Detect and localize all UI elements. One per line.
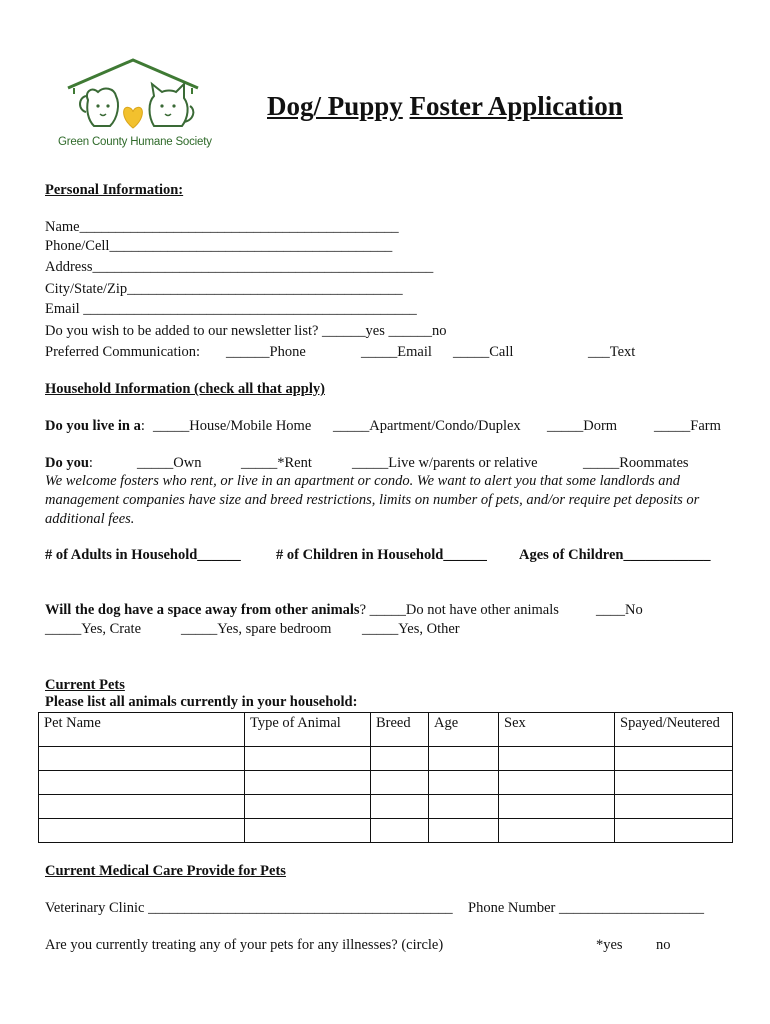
table-cell[interactable] [429,747,499,771]
own-option[interactable]: _____Own [137,455,202,471]
space-question [45,601,559,619]
table-row [39,771,733,795]
space-question-text: Will the dog have a space away from other animals [45,602,360,618]
table-row [39,795,733,819]
name-field[interactable]: Name____________________________________________ [45,219,399,235]
live-farm-option[interactable]: _____Farm [654,418,721,434]
live-dorm-option[interactable]: _____Dorm [547,418,618,434]
table-cell[interactable] [39,819,245,843]
live-in-label [45,417,145,435]
phone-field[interactable]: Phone/Cell_______________________________________ [45,238,393,254]
table-cell[interactable] [615,747,733,771]
table-header-cell: Sex [499,713,615,747]
pref-email-option[interactable]: _____Email [361,344,432,360]
logo [58,56,212,158]
personal-heading: Personal Information: [45,182,184,198]
rent-option[interactable]: _____*Rent [241,455,312,471]
page-title [267,90,623,124]
space-no-option[interactable]: ____No [596,602,643,618]
current-pets-subheading: Please list all animals currently in your household: [45,694,358,710]
table-cell[interactable] [499,819,615,843]
table-row [39,819,733,843]
space-bedroom-option[interactable]: _____Yes, spare bedroom [181,621,332,637]
treating-no-option[interactable]: no [656,937,671,953]
live-apartment-option[interactable]: _____Apartment/Condo/Duplex [333,418,521,434]
table-header-cell: Pet Name [39,713,245,747]
table-header-row [39,713,733,747]
live-in-colon: : [140,418,145,434]
table-row [39,747,733,771]
table-cell[interactable] [371,795,429,819]
table-cell[interactable] [39,747,245,771]
treating-question: Are you currently treating any of your pets for any illnesses? (circle) [45,937,444,953]
space-no-other-option[interactable]: ? _____Do not have other animals [359,602,559,618]
table-cell[interactable] [499,795,615,819]
roommates-option[interactable]: _____Roommates [583,455,689,471]
table-cell[interactable] [615,795,733,819]
newsletter-question[interactable]: Do you wish to be added to our newsletter list? ______yes ______no [45,323,447,339]
table-cell[interactable] [245,795,371,819]
table-header-cell: Age [429,713,499,747]
do-you-colon: : [88,455,93,471]
table-header-cell: Type of Animal [245,713,371,747]
table-cell[interactable] [615,819,733,843]
title-part2: Foster Application [409,91,623,121]
pref-text-option[interactable]: ___Text [588,344,636,360]
table-cell[interactable] [39,771,245,795]
renter-note: We welcome fosters who rent, or live in an apartment or condo. We want to alert you that some landlords and management companies have size and breed restrictions, limits on number of pets, and/or require pet deposits or additional fees. [45,473,700,527]
table-cell[interactable] [371,747,429,771]
treating-yes-option[interactable]: *yes [596,937,623,953]
table-cell[interactable] [429,771,499,795]
table-cell[interactable] [39,795,245,819]
table-cell[interactable] [245,747,371,771]
address-field[interactable]: Address_______________________________________________ [45,259,434,275]
table-cell[interactable] [245,819,371,843]
household-heading: Household Information (check all that apply) [45,381,325,397]
table-cell[interactable] [615,771,733,795]
vet-phone-field[interactable]: Phone Number ____________________ [468,900,705,916]
live-with-parents-option[interactable]: _____Live w/parents or relative [352,455,538,471]
pref-call-option[interactable]: _____Call [453,344,514,360]
table-cell[interactable] [371,771,429,795]
table-header-cell: Breed [371,713,429,747]
email-field[interactable]: Email ______________________________________________ [45,301,417,317]
adults-count-field[interactable]: # of Adults in Household______ [45,547,241,563]
humane-society-logo-icon [58,56,208,138]
title-part1: Dog/ Puppy [267,91,403,121]
table-cell[interactable] [429,795,499,819]
table-header-cell: Spayed/Neutered [615,713,733,747]
live-house-option[interactable]: _____House/Mobile Home [153,418,312,434]
veterinary-clinic-field[interactable]: Veterinary Clinic __________________________________________ [45,900,453,916]
city-state-zip-field[interactable]: City/State/Zip______________________________________ [45,281,403,297]
live-in-label-text: Do you live in a [45,418,141,434]
pref-phone-option[interactable]: ______Phone [226,344,306,360]
pets-table [38,712,733,843]
do-you-label-text: Do you [45,455,89,471]
do-you-label [45,454,93,472]
table-cell[interactable] [245,771,371,795]
medical-heading: Current Medical Care Provide for Pets [45,863,286,879]
children-ages-field[interactable]: Ages of Children____________ [519,547,711,563]
space-other-option[interactable]: _____Yes, Other [362,621,460,637]
preferred-communication-label: Preferred Communication: [45,344,201,360]
table-cell[interactable] [371,819,429,843]
table-cell[interactable] [429,819,499,843]
children-count-field[interactable]: # of Children in Household______ [276,547,487,563]
current-pets-heading: Current Pets [45,677,125,693]
table-cell[interactable] [499,747,615,771]
space-crate-option[interactable]: _____Yes, Crate [45,621,141,637]
logo-org-name: Green County Humane Society [58,136,212,148]
table-cell[interactable] [499,771,615,795]
